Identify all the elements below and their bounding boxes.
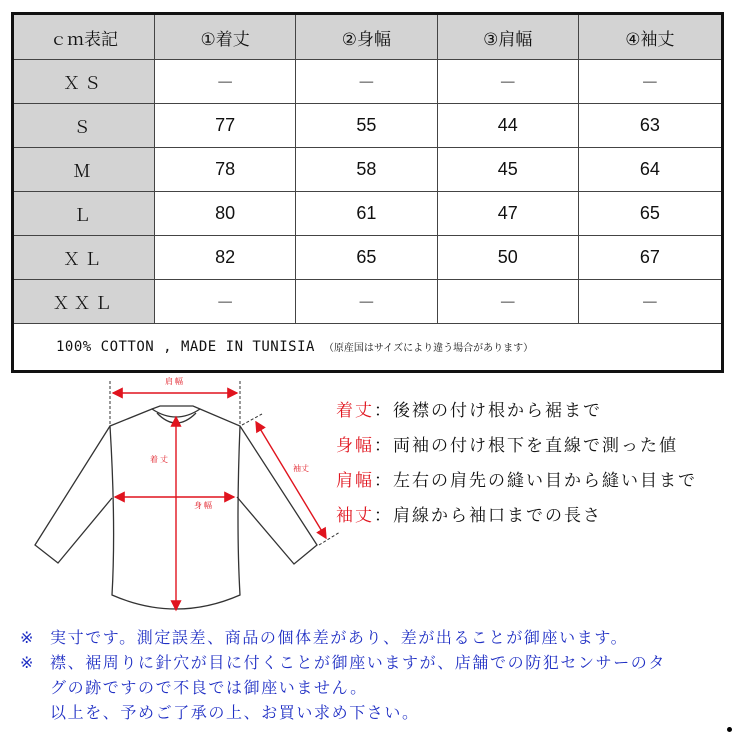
table-cell: － <box>155 60 296 104</box>
table-row <box>13 148 723 192</box>
table-cell: － <box>578 280 722 324</box>
header-shoulder-width: ③肩幅 <box>437 14 578 60</box>
table-cell: 58 <box>296 148 437 192</box>
legend-desc: ：後襟の付け根から裾まで <box>374 401 602 421</box>
table-cell: 64 <box>578 148 722 192</box>
table-cell: － <box>578 60 722 104</box>
table-cell: － <box>437 60 578 104</box>
note-line <box>20 625 666 650</box>
size-label: Ｓ <box>13 104 155 148</box>
table-cell: 82 <box>155 236 296 280</box>
table-row <box>13 280 723 324</box>
header-length: ①着丈 <box>155 14 296 60</box>
size-label: ＸＬ <box>13 236 155 280</box>
table-cell: － <box>296 280 437 324</box>
header-sleeve-length: ④袖丈 <box>578 14 722 60</box>
body-width-label: 身幅 <box>194 501 214 510</box>
material-note: 100% COTTON , MADE IN TUNISIA <box>56 339 315 355</box>
garment-diagram <box>0 375 340 620</box>
header-body-width: ②身幅 <box>296 14 437 60</box>
sleeve-length-label: 袖丈 <box>293 464 309 473</box>
note-text: グの跡ですので不良では御座いません。 <box>50 678 368 697</box>
legend-item <box>336 431 697 466</box>
note-text: 襟、裾周りに針穴が目に付くことが御座いますが、店舗での防犯センサーのタ <box>50 653 667 672</box>
table-row <box>13 192 723 236</box>
table-header-row <box>13 14 723 60</box>
table-cell: － <box>437 280 578 324</box>
legend-desc: ：左右の肩先の縫い目から縫い目まで <box>374 471 697 491</box>
shoulder-width-label: 肩幅 <box>165 377 185 386</box>
size-label: Ｌ <box>13 192 155 236</box>
table-row <box>13 60 723 104</box>
legend-term: 身幅 <box>336 436 374 456</box>
sleeve-length-arrow <box>256 422 326 538</box>
note-text: 実寸です。測定誤差、商品の個体差があり、差が出ることが御座います。 <box>50 628 629 647</box>
reference-mark-icon: ※ <box>20 653 36 672</box>
origin-note: （原産国はサイズにより違う場合があります） <box>323 343 534 354</box>
table-cell: － <box>155 280 296 324</box>
long-sleeve-shirt-icon <box>0 375 340 620</box>
table-cell: 55 <box>296 104 437 148</box>
table-cell: 80 <box>155 192 296 236</box>
legend-item <box>336 501 697 536</box>
table-cell: 78 <box>155 148 296 192</box>
table-cell: 50 <box>437 236 578 280</box>
note-text: 以上を、予めご了承の上、お買い求め下さい。 <box>50 703 420 722</box>
table-cell: 44 <box>437 104 578 148</box>
table-cell: 45 <box>437 148 578 192</box>
length-label: 着丈 <box>150 455 170 464</box>
table-cell: 63 <box>578 104 722 148</box>
table-cell: 47 <box>437 192 578 236</box>
legend-desc: ：肩線から袖口までの長さ <box>374 506 602 526</box>
header-cm: ｃｍ表記 <box>13 14 155 60</box>
table-cell: 67 <box>578 236 722 280</box>
legend-item <box>336 396 697 431</box>
reference-mark-icon: ※ <box>20 628 36 647</box>
note-line <box>20 700 666 725</box>
table-cell: 77 <box>155 104 296 148</box>
table-cell: 61 <box>296 192 437 236</box>
note-line <box>20 675 666 700</box>
disclaimer-notes <box>20 625 666 725</box>
legend-term: 肩幅 <box>336 471 374 491</box>
note-line <box>20 650 666 675</box>
size-label: ＸＳ <box>13 60 155 104</box>
table-cell: 65 <box>578 192 722 236</box>
table-cell: － <box>296 60 437 104</box>
table-row <box>13 104 723 148</box>
size-label: ＸＸＬ <box>13 280 155 324</box>
table-row <box>13 236 723 280</box>
table-cell: 65 <box>296 236 437 280</box>
legend-term: 着丈 <box>336 401 374 421</box>
size-label: Ｍ <box>13 148 155 192</box>
material-note-cell <box>13 324 723 372</box>
material-row <box>13 324 723 372</box>
legend-desc: ：両袖の付け根下を直線で測った値 <box>374 436 678 456</box>
measurement-legend <box>336 396 697 536</box>
dot-mark <box>727 727 732 732</box>
legend-term: 袖丈 <box>336 506 374 526</box>
size-table <box>11 12 724 373</box>
legend-item <box>336 466 697 501</box>
